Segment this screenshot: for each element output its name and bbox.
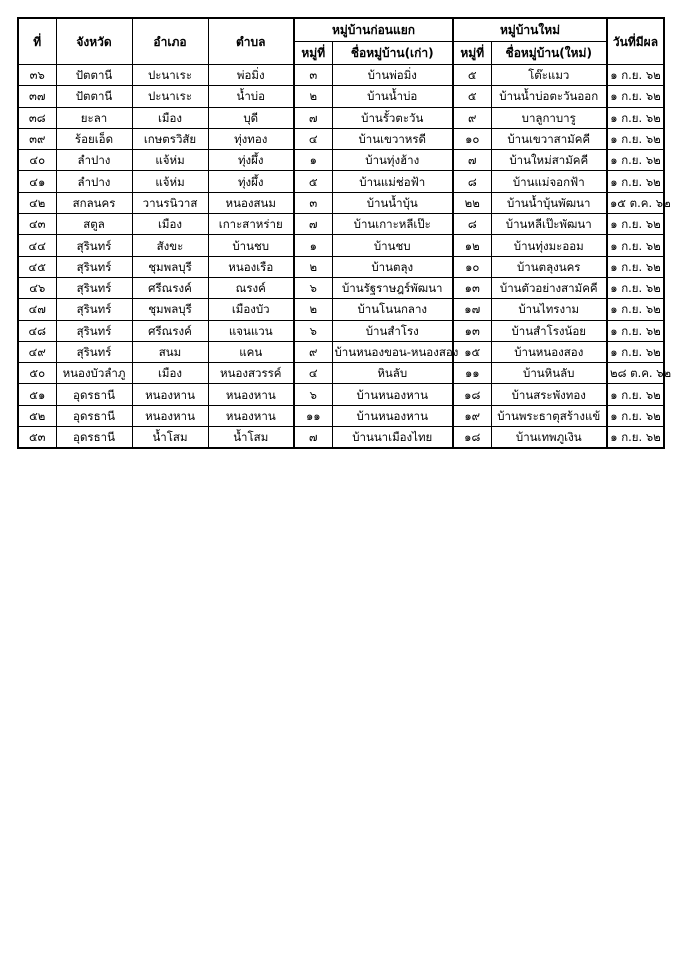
cell-moo-new: ๑๘ <box>453 427 491 449</box>
header-no: ที่ <box>18 18 56 65</box>
cell-moo-new: ๑๘ <box>453 384 491 405</box>
header-row-1 <box>18 18 664 42</box>
cell-no: ๕๓ <box>18 427 56 449</box>
cell-moo-new: ๑๐ <box>453 128 491 149</box>
cell-subdistrict: หนองสนม <box>208 192 294 213</box>
cell-province: สตูล <box>56 214 132 235</box>
cell-subdistrict: น้ำบ่อ <box>208 86 294 107</box>
cell-effective-date: ๑ ก.ย. ๖๒ <box>607 214 664 235</box>
header-subdistrict: ตำบล <box>208 18 294 65</box>
table-body <box>18 65 672 449</box>
cell-no: ๔๙ <box>18 341 56 362</box>
header-province: จังหวัด <box>56 18 132 65</box>
cell-moo-old: ๑ <box>294 235 332 256</box>
cell-subdistrict: ณรงค์ <box>208 277 294 298</box>
cell-moo-new: ๕ <box>453 86 491 107</box>
table-row <box>18 86 664 107</box>
cell-moo-old: ๖ <box>294 277 332 298</box>
cell-no: ๔๔ <box>18 235 56 256</box>
cell-name-new: บ้านตลุงนคร <box>491 256 607 277</box>
cell-district: ศรีณรงค์ <box>132 320 208 341</box>
cell-moo-new: ๘ <box>453 171 491 192</box>
cell-subdistrict: ทุ่งทอง <box>208 128 294 149</box>
cell-name-new: บาลูกาบารู <box>491 107 607 128</box>
cell-moo-new: ๑๙ <box>453 405 491 426</box>
table-row <box>18 235 664 256</box>
cell-moo-old: ๑ <box>294 150 332 171</box>
cell-no: ๓๙ <box>18 128 56 149</box>
cell-moo-new: ๑๓ <box>453 277 491 298</box>
cell-name-new: โต๊ะแมว <box>491 65 607 86</box>
table-header <box>18 18 664 65</box>
cell-effective-date: ๑ ก.ย. ๖๒ <box>607 256 664 277</box>
cell-name-new: บ้านหลีเป๊ะพัฒนา <box>491 214 607 235</box>
cell-name-old: บ้านสำโรง <box>332 320 453 341</box>
header-name-new: ชื่อหมู่บ้าน(ใหม่) <box>491 42 607 65</box>
cell-moo-old: ๒ <box>294 256 332 277</box>
cell-moo-old: ๑๑ <box>294 405 332 426</box>
cell-district: น้ำโสม <box>132 427 208 449</box>
cell-moo-old: ๗ <box>294 107 332 128</box>
cell-moo-old: ๒ <box>294 299 332 320</box>
cell-name-old: บ้านรั้วตะวัน <box>332 107 453 128</box>
cell-province: ลำปาง <box>56 171 132 192</box>
cell-no: ๔๑ <box>18 171 56 192</box>
cell-no: ๕๐ <box>18 363 56 384</box>
cell-moo-old: ๖ <box>294 384 332 405</box>
cell-name-new: บ้านไทรงาม <box>491 299 607 320</box>
cell-name-old: บ้านนาเมืองไทย <box>332 427 453 449</box>
cell-district: หนองหาน <box>132 384 208 405</box>
table-row <box>18 363 664 384</box>
cell-name-old: บ้านเขวาหรดี <box>332 128 453 149</box>
cell-no: ๔๖ <box>18 277 56 298</box>
cell-moo-old: ๖ <box>294 320 332 341</box>
table-row <box>18 320 664 341</box>
cell-district: ศรีณรงค์ <box>132 277 208 298</box>
cell-name-new: บ้านพระธาตุสร้างแข้ <box>491 405 607 426</box>
cell-district: แจ้ห่ม <box>132 150 208 171</box>
cell-no: ๓๗ <box>18 86 56 107</box>
cell-name-new: บ้านใหม่สามัคคี <box>491 150 607 171</box>
cell-name-old: บ้านแม่ช่อฟ้า <box>332 171 453 192</box>
cell-subdistrict: เกาะสาหร่าย <box>208 214 294 235</box>
cell-name-new: บ้านทุ่งมะออม <box>491 235 607 256</box>
cell-moo-new: ๑๒ <box>453 235 491 256</box>
cell-district: เมือง <box>132 107 208 128</box>
cell-moo-new: ๑๓ <box>453 320 491 341</box>
cell-district: ชุมพลบุรี <box>132 256 208 277</box>
cell-province: หนองบัวลำภู <box>56 363 132 384</box>
cell-effective-date: ๑ ก.ย. ๖๒ <box>607 86 664 107</box>
table-row <box>18 427 664 449</box>
cell-name-new: บ้านสำโรงน้อย <box>491 320 607 341</box>
cell-name-old: บ้านพ่อมิ่ง <box>332 65 453 86</box>
header-new-group: หมู่บ้านใหม่ <box>453 18 607 42</box>
cell-no: ๕๒ <box>18 405 56 426</box>
cell-name-new: บ้านตัวอย่างสามัคคี <box>491 277 607 298</box>
cell-province: ปัตตานี <box>56 65 132 86</box>
cell-moo-new: ๑๑ <box>453 363 491 384</box>
cell-province: สุรินทร์ <box>56 341 132 362</box>
cell-subdistrict: เมืองบัว <box>208 299 294 320</box>
cell-moo-old: ๗ <box>294 427 332 449</box>
cell-name-old: บ้านหนองหาน <box>332 405 453 426</box>
cell-effective-date: ๑ ก.ย. ๖๒ <box>607 65 664 86</box>
cell-no: ๔๓ <box>18 214 56 235</box>
table-row <box>18 214 664 235</box>
table-row <box>18 341 664 362</box>
cell-province: สุรินทร์ <box>56 299 132 320</box>
cell-no: ๓๖ <box>18 65 56 86</box>
table-row <box>18 384 664 405</box>
cell-district: เมือง <box>132 214 208 235</box>
cell-district: สนม <box>132 341 208 362</box>
village-split-table <box>17 17 672 449</box>
cell-effective-date: ๑ ก.ย. ๖๒ <box>607 427 664 449</box>
table-row <box>18 150 664 171</box>
cell-effective-date: ๑ ก.ย. ๖๒ <box>607 320 664 341</box>
cell-effective-date: ๑ ก.ย. ๖๒ <box>607 171 664 192</box>
cell-moo-new: ๕ <box>453 65 491 86</box>
cell-name-new: บ้านแม่จอกฟ้า <box>491 171 607 192</box>
cell-no: ๔๐ <box>18 150 56 171</box>
cell-effective-date: ๑ ก.ย. ๖๒ <box>607 107 664 128</box>
cell-subdistrict: ทุ่งผึ้ง <box>208 171 294 192</box>
header-moo-new: หมู่ที่ <box>453 42 491 65</box>
cell-name-old: หินลับ <box>332 363 453 384</box>
cell-name-new: บ้านหนองสอง <box>491 341 607 362</box>
cell-district: ชุมพลบุรี <box>132 299 208 320</box>
cell-name-old: บ้านหนองขอน-หนองสอง <box>332 341 453 362</box>
header-before-group: หมู่บ้านก่อนแยก <box>294 18 453 42</box>
cell-moo-old: ๓ <box>294 192 332 213</box>
cell-name-old: บ้านตลุง <box>332 256 453 277</box>
header-moo-old: หมู่ที่ <box>294 42 332 65</box>
cell-name-new: บ้านเทพภูเงิน <box>491 427 607 449</box>
cell-name-new: บ้านเขวาสามัคคี <box>491 128 607 149</box>
header-name-old: ชื่อหมู่บ้าน(เก่า) <box>332 42 453 65</box>
cell-effective-date: ๑ ก.ย. ๖๒ <box>607 299 664 320</box>
cell-effective-date: ๑๕ ต.ค. ๖๒ <box>607 192 664 213</box>
cell-no: ๔๕ <box>18 256 56 277</box>
cell-name-old: บ้านโนนกลาง <box>332 299 453 320</box>
cell-subdistrict: หนองหาน <box>208 405 294 426</box>
cell-name-old: บ้านชบ <box>332 235 453 256</box>
cell-province: ปัตตานี <box>56 86 132 107</box>
cell-province: อุดรธานี <box>56 405 132 426</box>
cell-moo-new: ๑๕ <box>453 341 491 362</box>
cell-subdistrict: น้ำโสม <box>208 427 294 449</box>
cell-district: หนองหาน <box>132 405 208 426</box>
header-effective-date: วันที่มีผล <box>607 18 664 65</box>
cell-moo-old: ๔ <box>294 363 332 384</box>
cell-name-old: บ้านรัฐราษฎร์พัฒนา <box>332 277 453 298</box>
cell-name-new: บ้านสระพังทอง <box>491 384 607 405</box>
cell-subdistrict: หนองสวรรค์ <box>208 363 294 384</box>
cell-name-new: บ้านน้ำบ่อตะวันออก <box>491 86 607 107</box>
cell-subdistrict: บ้านชบ <box>208 235 294 256</box>
cell-moo-old: ๓ <box>294 65 332 86</box>
cell-subdistrict: พ่อมิ่ง <box>208 65 294 86</box>
cell-moo-new: ๙ <box>453 107 491 128</box>
cell-subdistrict: แคน <box>208 341 294 362</box>
cell-subdistrict: แจนแวน <box>208 320 294 341</box>
cell-name-old: บ้านทุ่งฮ้าง <box>332 150 453 171</box>
cell-province: ยะลา <box>56 107 132 128</box>
table-row <box>18 65 664 86</box>
cell-moo-new: ๗ <box>453 150 491 171</box>
cell-effective-date: ๑ ก.ย. ๖๒ <box>607 235 664 256</box>
cell-name-old: บ้านเกาะหลีเป๊ะ <box>332 214 453 235</box>
cell-no: ๕๑ <box>18 384 56 405</box>
cell-province: สุรินทร์ <box>56 277 132 298</box>
cell-moo-old: ๙ <box>294 341 332 362</box>
document-page <box>17 17 672 449</box>
cell-province: สุรินทร์ <box>56 235 132 256</box>
cell-district: สังขะ <box>132 235 208 256</box>
cell-effective-date: ๑ ก.ย. ๖๒ <box>607 341 664 362</box>
cell-district: แจ้ห่ม <box>132 171 208 192</box>
cell-district: ปะนาเระ <box>132 65 208 86</box>
cell-moo-old: ๒ <box>294 86 332 107</box>
cell-subdistrict: ทุ่งผึ้ง <box>208 150 294 171</box>
cell-moo-new: ๑๗ <box>453 299 491 320</box>
cell-moo-new: ๒๒ <box>453 192 491 213</box>
cell-effective-date: ๒๘ ต.ค. ๖๒ <box>607 363 664 384</box>
cell-province: อุดรธานี <box>56 384 132 405</box>
cell-moo-new: ๘ <box>453 214 491 235</box>
cell-subdistrict: หนองหาน <box>208 384 294 405</box>
cell-province: สุรินทร์ <box>56 320 132 341</box>
cell-effective-date: ๑ ก.ย. ๖๒ <box>607 277 664 298</box>
cell-name-new: บ้านหินลับ <box>491 363 607 384</box>
cell-name-old: บ้านน้ำบ่อ <box>332 86 453 107</box>
cell-province: ลำปาง <box>56 150 132 171</box>
table-row <box>18 192 664 213</box>
cell-province: สุรินทร์ <box>56 256 132 277</box>
table-row <box>18 299 664 320</box>
cell-district: เมือง <box>132 363 208 384</box>
cell-district: ปะนาเระ <box>132 86 208 107</box>
cell-moo-new: ๑๐ <box>453 256 491 277</box>
cell-no: ๔๘ <box>18 320 56 341</box>
cell-effective-date: ๑ ก.ย. ๖๒ <box>607 384 664 405</box>
cell-name-new: บ้านน้ำบุ้นพัฒนา <box>491 192 607 213</box>
cell-province: สกลนคร <box>56 192 132 213</box>
cell-district: วานรนิวาส <box>132 192 208 213</box>
cell-effective-date: ๑ ก.ย. ๖๒ <box>607 128 664 149</box>
table-row <box>18 405 664 426</box>
table-row <box>18 171 664 192</box>
cell-effective-date: ๑ ก.ย. ๖๒ <box>607 405 664 426</box>
cell-moo-old: ๔ <box>294 128 332 149</box>
cell-no: ๓๘ <box>18 107 56 128</box>
cell-no: ๔๒ <box>18 192 56 213</box>
table-row <box>18 128 664 149</box>
cell-province: ร้อยเอ็ด <box>56 128 132 149</box>
table-row <box>18 277 664 298</box>
cell-moo-old: ๗ <box>294 214 332 235</box>
table-row <box>18 107 664 128</box>
cell-effective-date: ๑ ก.ย. ๖๒ <box>607 150 664 171</box>
header-district: อำเภอ <box>132 18 208 65</box>
cell-name-old: บ้านน้ำบุ้น <box>332 192 453 213</box>
cell-no: ๔๗ <box>18 299 56 320</box>
cell-subdistrict: บุดี <box>208 107 294 128</box>
table-row <box>18 256 664 277</box>
cell-province: อุดรธานี <box>56 427 132 449</box>
cell-district: เกษตรวิสัย <box>132 128 208 149</box>
cell-name-old: บ้านหนองหาน <box>332 384 453 405</box>
cell-subdistrict: หนองเรือ <box>208 256 294 277</box>
cell-moo-old: ๕ <box>294 171 332 192</box>
